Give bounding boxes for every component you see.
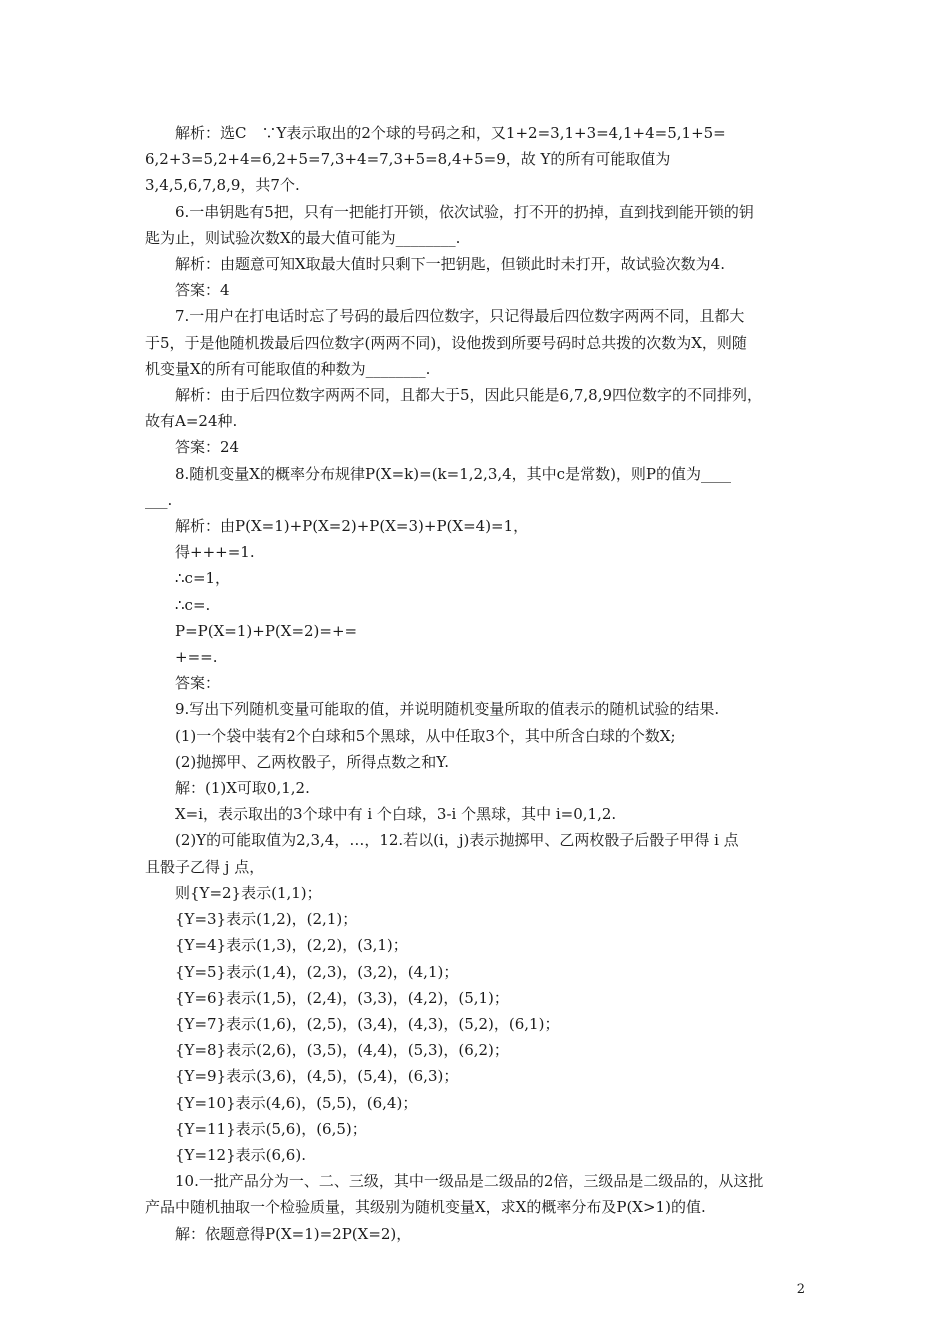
page-number: 2 [796,1282,805,1297]
text-line: 解：(1)X可取0,1,2. [175,779,310,798]
text-line: 6.一串钥匙有5把，只有一把能打开锁，依次试验，打不开的扔掉，直到找到能开锁的钥 [175,202,754,221]
text-line: 匙为止，则试验次数X的最大值可能为________. [145,228,461,247]
text-line: {Y=6}表示(1,5)，(2,4)，(3,3)，(4,2)，(5,1)； [175,988,509,1007]
text-line: 解析：由题意可知X取最大值时只剩下一把钥匙，但锁此时未打开，故试验次数为4. [175,255,725,274]
text-line: +==. [175,648,218,667]
text-line: P=P(X=1)+P(X=2)=+= [175,621,358,640]
text-line: {Y=10}表示(4,6)，(5,5)，(6,4)； [175,1093,418,1112]
text-line: {Y=12}表示(6,6). [175,1145,306,1164]
text-line: 解析：由P(X=1)+P(X=2)+P(X=3)+P(X=4)=1， [175,517,529,536]
text-line: 9.写出下列随机变量可能取的值，并说明随机变量所取的值表示的随机试验的结果. [175,700,720,719]
text-line: 于5，于是他随机拨最后四位数字(两两不同)，设他拨到所要号码时总共拨的次数为X，则随 [145,333,747,352]
text-line: (2)Y的可能取值为2,3,4，…，12.若以(i，j)表示抛掷甲、乙两枚骰子后骰子甲得 i 点 [175,831,739,850]
text-line: {Y=9}表示(3,6)，(4,5)，(5,4)，(6,3)； [175,1067,459,1086]
text-line: 解析：选C ∵Y表示取出的2个球的号码之和，又1+2=3,1+3=4,1+4=5,1+5= [175,124,726,142]
text-line: {Y=11}表示(5,6)，(6,5)； [175,1119,367,1138]
text-line: 6,2+3=5,2+4=6,2+5=7,3+4=7,3+5=8,4+5=9，故 Y的所有可能取值为 [145,150,671,169]
text-line: 且骰子乙得 j 点， [145,857,265,876]
text-line: {Y=5}表示(1,4)，(2,3)，(3,2)，(4,1)； [175,962,459,981]
text-line: 答案：4 [175,281,230,300]
text-line: 则{Y=2}表示(1,1)； [175,883,322,902]
text-line: ∴c=1， [175,569,231,588]
text-line: {Y=3}表示(1,2)，(2,1)； [175,910,358,929]
page-body [145,120,815,1247]
text-line: {Y=4}表示(1,3)，(2,2)，(3,1)； [175,936,408,955]
text-line: 答案：24 [175,438,240,457]
text-line: 8.随机变量X的概率分布规律P(X=k)=(k=1,2,3,4，其中c是常数)，则P的值为____ [175,464,732,483]
text-line: 答案： [175,674,221,693]
text-line: {Y=8}表示(2,6)，(3,5)，(4,4)，(5,3)，(6,2)； [175,1041,509,1060]
text-line: 得+++=1. [175,543,255,562]
text-line: 解：依题意得P(X=1)=2P(X=2)， [175,1224,412,1243]
text-line: 故有A=24种. [145,412,238,431]
text-line: X=i，表示取出的3个球中有 i 个白球，3-i 个黑球，其中 i=0,1,2. [175,805,617,824]
text-line: ∴c=. [175,595,211,614]
text-line: 机变量X的所有可能取值的种数为________. [145,359,431,378]
text-line: 解析：由于后四位数字两两不同，且都大于5，因此只能是6,7,8,9四位数字的不同排列， [175,386,763,405]
text-line: (1)一个袋中装有2个白球和5个黑球，从中任取3个，其中所含白球的个数X; [175,726,676,745]
text-line: {Y=7}表示(1,6)，(2,5)，(3,4)，(4,3)，(5,2)，(6,1)； [175,1014,560,1033]
text-line: 7.一用户在打电话时忘了号码的最后四位数字，只记得最后四位数字两两不同，且都大 [175,307,745,326]
text-line: 3,4,5,6,7,8,9，共7个. [145,176,300,195]
text-line: (2)抛掷甲、乙两枚骰子，所得点数之和Y. [175,752,449,771]
text-line: 产品中随机抽取一个检验质量，其级别为随机变量X，求X的概率分布及P(X>1)的值. [145,1198,706,1217]
text-line: 10.一批产品分为一、二、三级，其中一级品是二级品的2倍，三级品是二级品的，从这批 [175,1172,764,1191]
text-line: ___. [145,490,173,509]
